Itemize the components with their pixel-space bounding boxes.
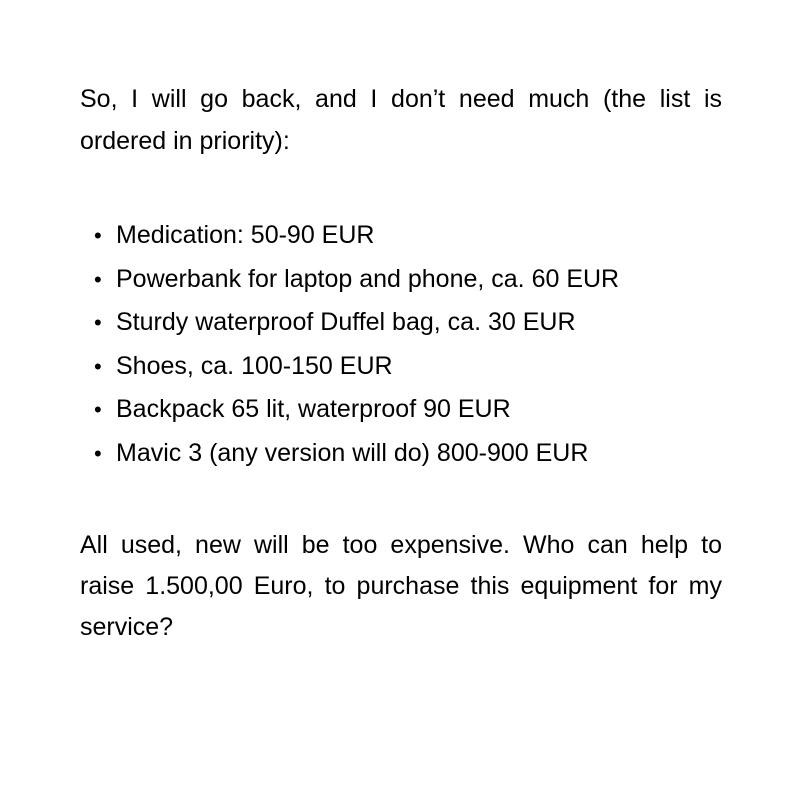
list-item-text: Backpack 65 lit, waterproof 90 EUR xyxy=(116,395,511,423)
list-item xyxy=(94,301,722,345)
list-item-text: Mavic 3 (any version will do) 800-900 EUR xyxy=(116,438,589,467)
list-item xyxy=(94,345,722,389)
list-item-text: Sturdy waterproof Duffel bag, ca. 30 EUR xyxy=(116,308,576,336)
bullet-icon: • xyxy=(94,353,102,379)
bullet-icon: • xyxy=(94,266,102,292)
document-body xyxy=(80,78,722,648)
intro-paragraph: So, I will go back, and I don’t need much (the list is ordered in priority): xyxy=(80,85,722,155)
bullet-icon: • xyxy=(94,397,102,422)
equipment-list xyxy=(80,214,722,475)
list-item xyxy=(94,388,722,432)
list-item-text: Shoes, ca. 100-150 EUR xyxy=(116,351,393,380)
list-item xyxy=(94,214,722,258)
list-item-text: Powerbank for laptop and phone, ca. 60 EUR xyxy=(116,264,620,293)
closing-paragraph: All used, new will be too expensive. Who can help to raise 1.500,00 Euro, to purchase this equipment for my service? xyxy=(80,531,722,641)
bullet-icon: • xyxy=(94,310,102,335)
bullet-icon: • xyxy=(94,440,102,466)
list-item xyxy=(94,432,722,476)
list-item xyxy=(94,258,722,302)
bullet-icon: • xyxy=(94,223,102,248)
list-item-text: Medication: 50-90 EUR xyxy=(116,221,375,249)
